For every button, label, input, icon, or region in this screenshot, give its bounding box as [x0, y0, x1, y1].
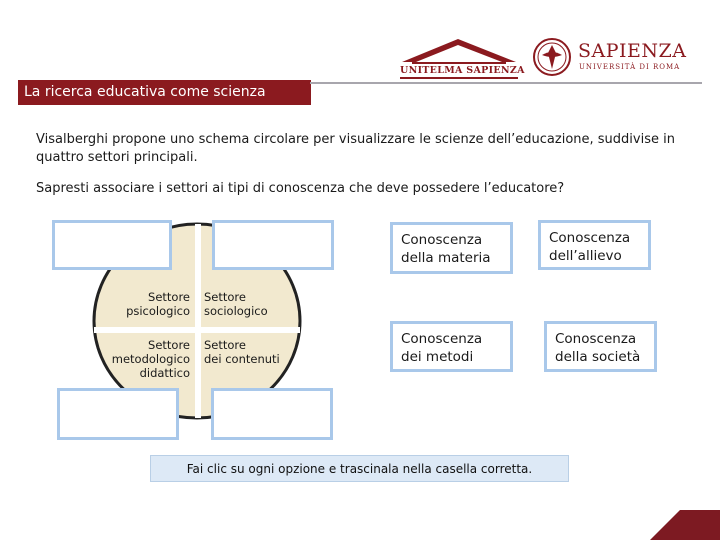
intro-paragraph: Visalberghi propone uno schema circolare per visualizzare le scienze dell’educazione, suddivise in quattro settori principali.	[36, 132, 675, 165]
sector-methodological-label: Settore metodologico didattico	[111, 338, 190, 380]
option-knowledge-society[interactable]: Conoscenza della società	[544, 321, 657, 372]
question-paragraph: Sapresti associare i settori ai tipi di conoscenza che deve possedere l’educatore?	[36, 181, 565, 196]
option-knowledge-learner[interactable]: Conoscenza dell’allievo	[538, 220, 651, 270]
drop-box-sociological[interactable]	[212, 220, 334, 270]
drop-box-contents[interactable]	[211, 388, 333, 440]
sector-contents-label: Settore dei contenuti	[204, 338, 280, 366]
sapienza-seal-icon	[532, 37, 572, 77]
sapienza-logo-subtitle: UNIVERSITÀ DI ROMA	[579, 63, 681, 71]
unitelma-logo-text: UNITELMA SAPIENZA	[400, 65, 525, 76]
option-knowledge-subject[interactable]: Conoscenza della materia	[390, 222, 513, 274]
corner-decoration	[600, 506, 720, 540]
sector-psychological-label: Settore psicologico	[126, 290, 190, 318]
header-divider	[310, 82, 702, 84]
drop-box-methodological[interactable]	[57, 388, 179, 440]
sector-sociological-label: Settore sociologico	[204, 290, 268, 318]
option-knowledge-methods[interactable]: Conoscenza dei metodi	[390, 321, 513, 372]
drop-box-psychological[interactable]	[52, 220, 172, 270]
slide-title: La ricerca educativa come scienza	[18, 80, 311, 105]
sapienza-logo-name: SAPIENZA	[578, 40, 687, 62]
instruction-box: Fai clic su ogni opzione e trascinala nella casella corretta.	[150, 455, 569, 482]
